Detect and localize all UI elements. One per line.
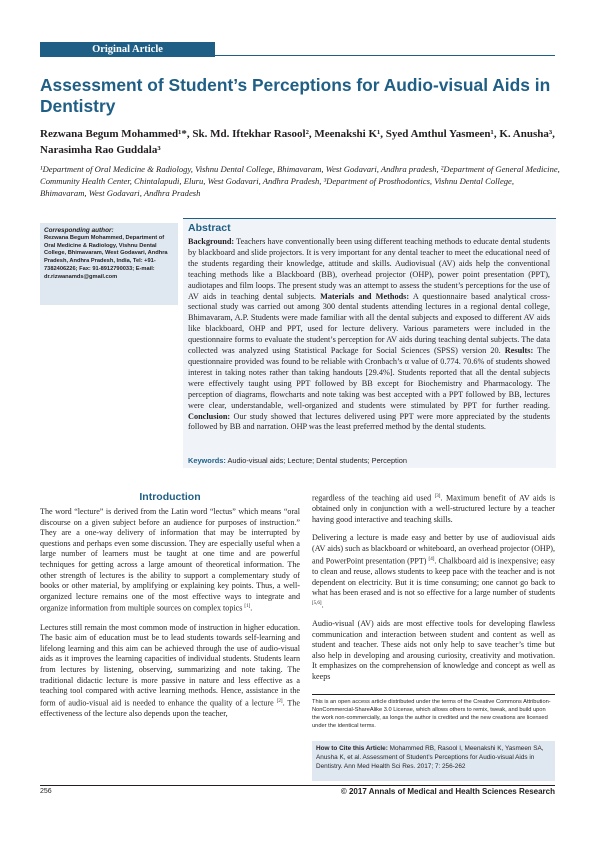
abstract-rule bbox=[183, 218, 556, 219]
left-column bbox=[40, 507, 300, 728]
how-to-cite-label: How to Cite this Article: bbox=[316, 745, 388, 752]
corresponding-author-heading: Corresponding author: bbox=[44, 227, 114, 234]
introduction-heading: Introduction bbox=[139, 491, 201, 503]
intro-paragraph-4: Delivering a lecture is made easy and better by use of audiovisual aids (AV aids) such as blackboard or whiteboard, an overhead projector (OHP), and PowerPoint presentation (PPT) [4]. Chalkboard aid is inexpensive; easy to clean and reuse, allows students to keep pace with the teacher and is not dependent on electricity. But it is time consuming; one cannot go back to what has been erased and is not so effective for a large number of students [5,6]. bbox=[312, 533, 555, 610]
how-to-cite-box bbox=[312, 741, 555, 781]
author-list: Rezwana Begum Mohammed¹*, Sk. Md. Iftekhar Rasool², Meenakshi K¹, Syed Amthul Yasmeen¹, K. Anusha³, Narasimha Rao Guddala³ bbox=[40, 128, 555, 156]
corresponding-author-box bbox=[40, 223, 178, 305]
intro-paragraph-3: regardless of the teaching aid used [3]. Maximum benefit of AV aids is obtained only in conjunction with a well-structured lecture by a teacher having good interactive and teaching skills. bbox=[312, 493, 555, 524]
methods-label: Materials and Methods: bbox=[315, 291, 410, 301]
license-rule bbox=[312, 694, 555, 695]
citation-ref: [1] bbox=[244, 604, 251, 610]
affiliations: ¹Department of Oral Medicine & Radiology, Vishnu Dental College, Bhimavaram, West Godavari, Andhra pradesh, ²Department of General Medicine, Community Health Center, Chintalapudi, Eluru, West Godavari, Andhra Pradesh, ³Department of Prosthodontics, Vishnu Dental College, Bhimavaram, West Godavari, Andhra Pradesh bbox=[40, 164, 560, 198]
citation-ref: [4] bbox=[428, 556, 435, 562]
intro-paragraph-1: The word “lecture” is derived from the Latin word “lectus” which means “oral discourse on a given subject before an audience for purposes of instruction.” They are a one-way delivery of information that may be interrupted by questions and perhaps even some discussion. They are especially useful when a large number of learners must be taught at one time and are powerful techniques for getting across a large amount of theoretical information. The other strength of lectures is the ability to support a complementary study of books or other material, by amplifying or explaining key points. Thus, a well-organized lecture remains one of the most effective ways to integrate and organize information from multiple sources on complex topics [1]. bbox=[40, 507, 300, 614]
abstract-text bbox=[188, 237, 550, 433]
citation-ref: [2] bbox=[276, 698, 283, 704]
background-label: Background: bbox=[188, 237, 235, 246]
methods-text: A questionnaire based analytical cross-sectional study was carried out among 300 dental students attending lectures in a regional dental college, Bhimavaram, A.P. Students were made familiar with all the dental subjects and exposed to different AV aids like blackboard, OHP and PPT, used for lecture delivery. Various parameters were included in the questionnaire forms to evaluate the student’s perception for AV aids during teaching dental subjects. The data collected was analyzed using Statistical Package for Social Sciences (SPSS) version 20. bbox=[188, 291, 551, 356]
conclusion-label: Conclusion: bbox=[188, 411, 231, 421]
article-title: Assessment of Student’s Perceptions for Audio-visual Aids in Dentistry bbox=[40, 75, 551, 116]
article-type-label: Original Article bbox=[92, 44, 163, 55]
citation-ref: [5,6] bbox=[312, 600, 322, 606]
right-column bbox=[312, 492, 555, 691]
keywords bbox=[188, 456, 550, 465]
journal-footer: © 2017 Annals of Medical and Health Sciences Research bbox=[340, 787, 555, 796]
results-label: Results: bbox=[500, 346, 534, 356]
page-number: 256 bbox=[40, 788, 52, 795]
how-to-cite-text: How to Cite this Article: Mohammed RB, Rasool I, Meenakshi K, Yasmeen SA, Anusha K, et al. Assessment of Student’s Perceptions for Audio-visual Aids in Dentistry. Ann Med Health Sci Res. 2017; 7: 256-262 bbox=[316, 745, 544, 770]
intro-paragraph-5: Audio-visual (AV) aids are most effective tools for developing flawless communication and interaction between student and content as well as student and teacher. These aids not only help to save teacher’s time but also help in developing and arousing curiosity, creativity and motivation. It emphasizes on the comprehension of knowledge and concept as well as keeps bbox=[312, 619, 555, 681]
results-text: The questionnaire provided was found to be reliable with Cronbach’s α value of 0.774. 70.6% of students showed interest in taking notes rather than taking handouts [29.4%]. Students reported that all the dental subjects were effectively taught using PPT followed by BB except for Biochemistry and Pharmacology. The perception of diagrams, flowcharts and note taking was best accepted with a PPT followed by BB, lectures were clear, understandable, well-organized and students were stimulated by PPT for further reading. bbox=[188, 346, 550, 410]
citation-ref: [3] bbox=[434, 494, 441, 499]
intro-paragraph-2: Lectures still remain the most common mode of instruction in higher education. The basic aim of education must be to lead students towards self-learning and lifelong learning and this aim can be achieved through the use of audio-visual aids as it improves the learning capacities of individual students. Students learn from lectures by listening, observing, summarizing and note taking. The traditional didactic lecture is more passive in nature and less effective as a teaching tool compared with active learning methods. Hence, assistance in the form of audio-visual aid is needed to enhance the quality of a lecture [2]. The effectiveness of the lecture also depends upon the teacher, bbox=[40, 622, 301, 719]
conclusion-text: Our study showed that lectures delivered using PPT were more appreciated by the students followed by BB and narration. OHP was the least preferred method by the dental students. bbox=[188, 411, 550, 432]
corresponding-author-details: Rezwana Begum Mohammed, Department of Oral Medicine & Radiology, Vishnu Dental College, Bhimavaram, West Godavari, Andhra Pradesh, Andhra Pradesh, India, Tel: +91-7382406226; Fax: 91-8912790033; E-mail: dr.rizwanamds@gmail.com bbox=[44, 235, 168, 280]
keywords-text: Audio-visual aids; Lecture; Dental students; Perception bbox=[225, 456, 407, 465]
abstract-heading: Abstract bbox=[188, 222, 231, 234]
license-notice: This is an open access article distributed under the terms of the Creative Commons Attribution-NonCommercial-ShareAlike 3.0 License, which allows others to remix, tweak, and build upon the work non-commercially, as longs the author is credited and the new creations are licensed under the identical terms. bbox=[312, 699, 551, 729]
footer-rule bbox=[40, 785, 555, 786]
keywords-label: Keywords: bbox=[188, 456, 226, 465]
background-text: Teachers have conventionally been using different teaching methods to educate dental students by blackboard and slide projectors. It is very important for any dental teacher to meet the educational need of the students regarding their knowledge, attitude and skills. Audiovisual (AV) aids help the conventional teaching methods like a Blackboard (BB), overhead projector (OHP), power point presentation (PPT), audiotapes and film loops. The present study was an attempt to assess the student’s perceptions for the use of AV aids in teaching dental subjects. bbox=[188, 237, 550, 301]
